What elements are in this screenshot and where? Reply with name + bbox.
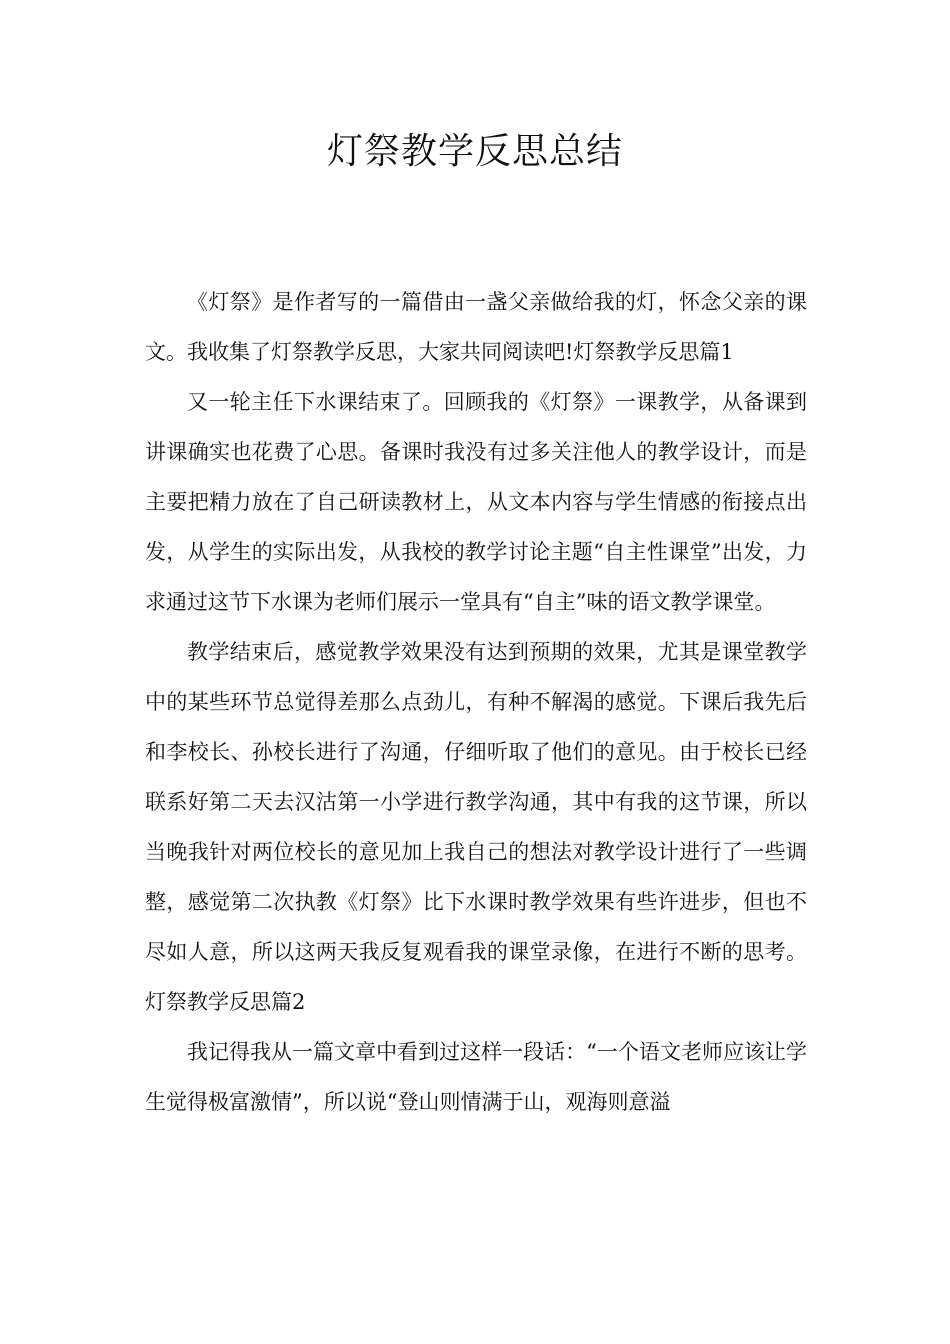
document-title: 灯祭教学反思总结 xyxy=(326,131,623,172)
paragraph-after-teaching: 教学结束后，感觉教学效果没有达到预期的效果，尤其是课堂教学中的某些环节总觉得差那么点劲儿，有种不解渴的感觉。下课后我先后和李校长、孙校长进行了沟通，仔细听取了他们的意见。由于校长已经联系好第二天去汉沽第一小学进行教学沟通，其中有我的这节课，所以当晚我针对两位校长的意见加上我自己的想法对教学设计进行了一些调整，感觉第二次执教《灯祭》比下水课时教学效果有些许进步，但也不尽如人意，所以这两天我反复观看我的课堂录像，在进行不断的思考。灯祭教学反思篇2 xyxy=(145,640,807,1014)
paragraph-reflection-two: 我记得我从一篇文章中看到过这样一段话：“一个语文老师应该让学生觉得极富激情”，所以说“登山则情满于山，观海则意溢 xyxy=(145,1040,807,1114)
paragraph-lesson-review: 又一轮主任下水课结束了。回顾我的《灯祭》一课教学，从备课到讲课确实也花费了心思。备课时我没有过多关注他人的教学设计，而是主要把精力放在了自己研读教材上，从文本内容与学生情感的衔接点出发，从学生的实际出发，从我校的教学讨论主题“自主性课堂”出发，力求通过这节下水课为老师们展示一堂具有“自主”味的语文教学课堂。 xyxy=(145,390,807,614)
paragraph-intro: 《灯祭》是作者写的一篇借由一盏父亲做给我的灯，怀念父亲的课文。我收集了灯祭教学反思，大家共同阅读吧!灯祭教学反思篇1 xyxy=(145,290,807,364)
document-body xyxy=(145,277,807,1127)
